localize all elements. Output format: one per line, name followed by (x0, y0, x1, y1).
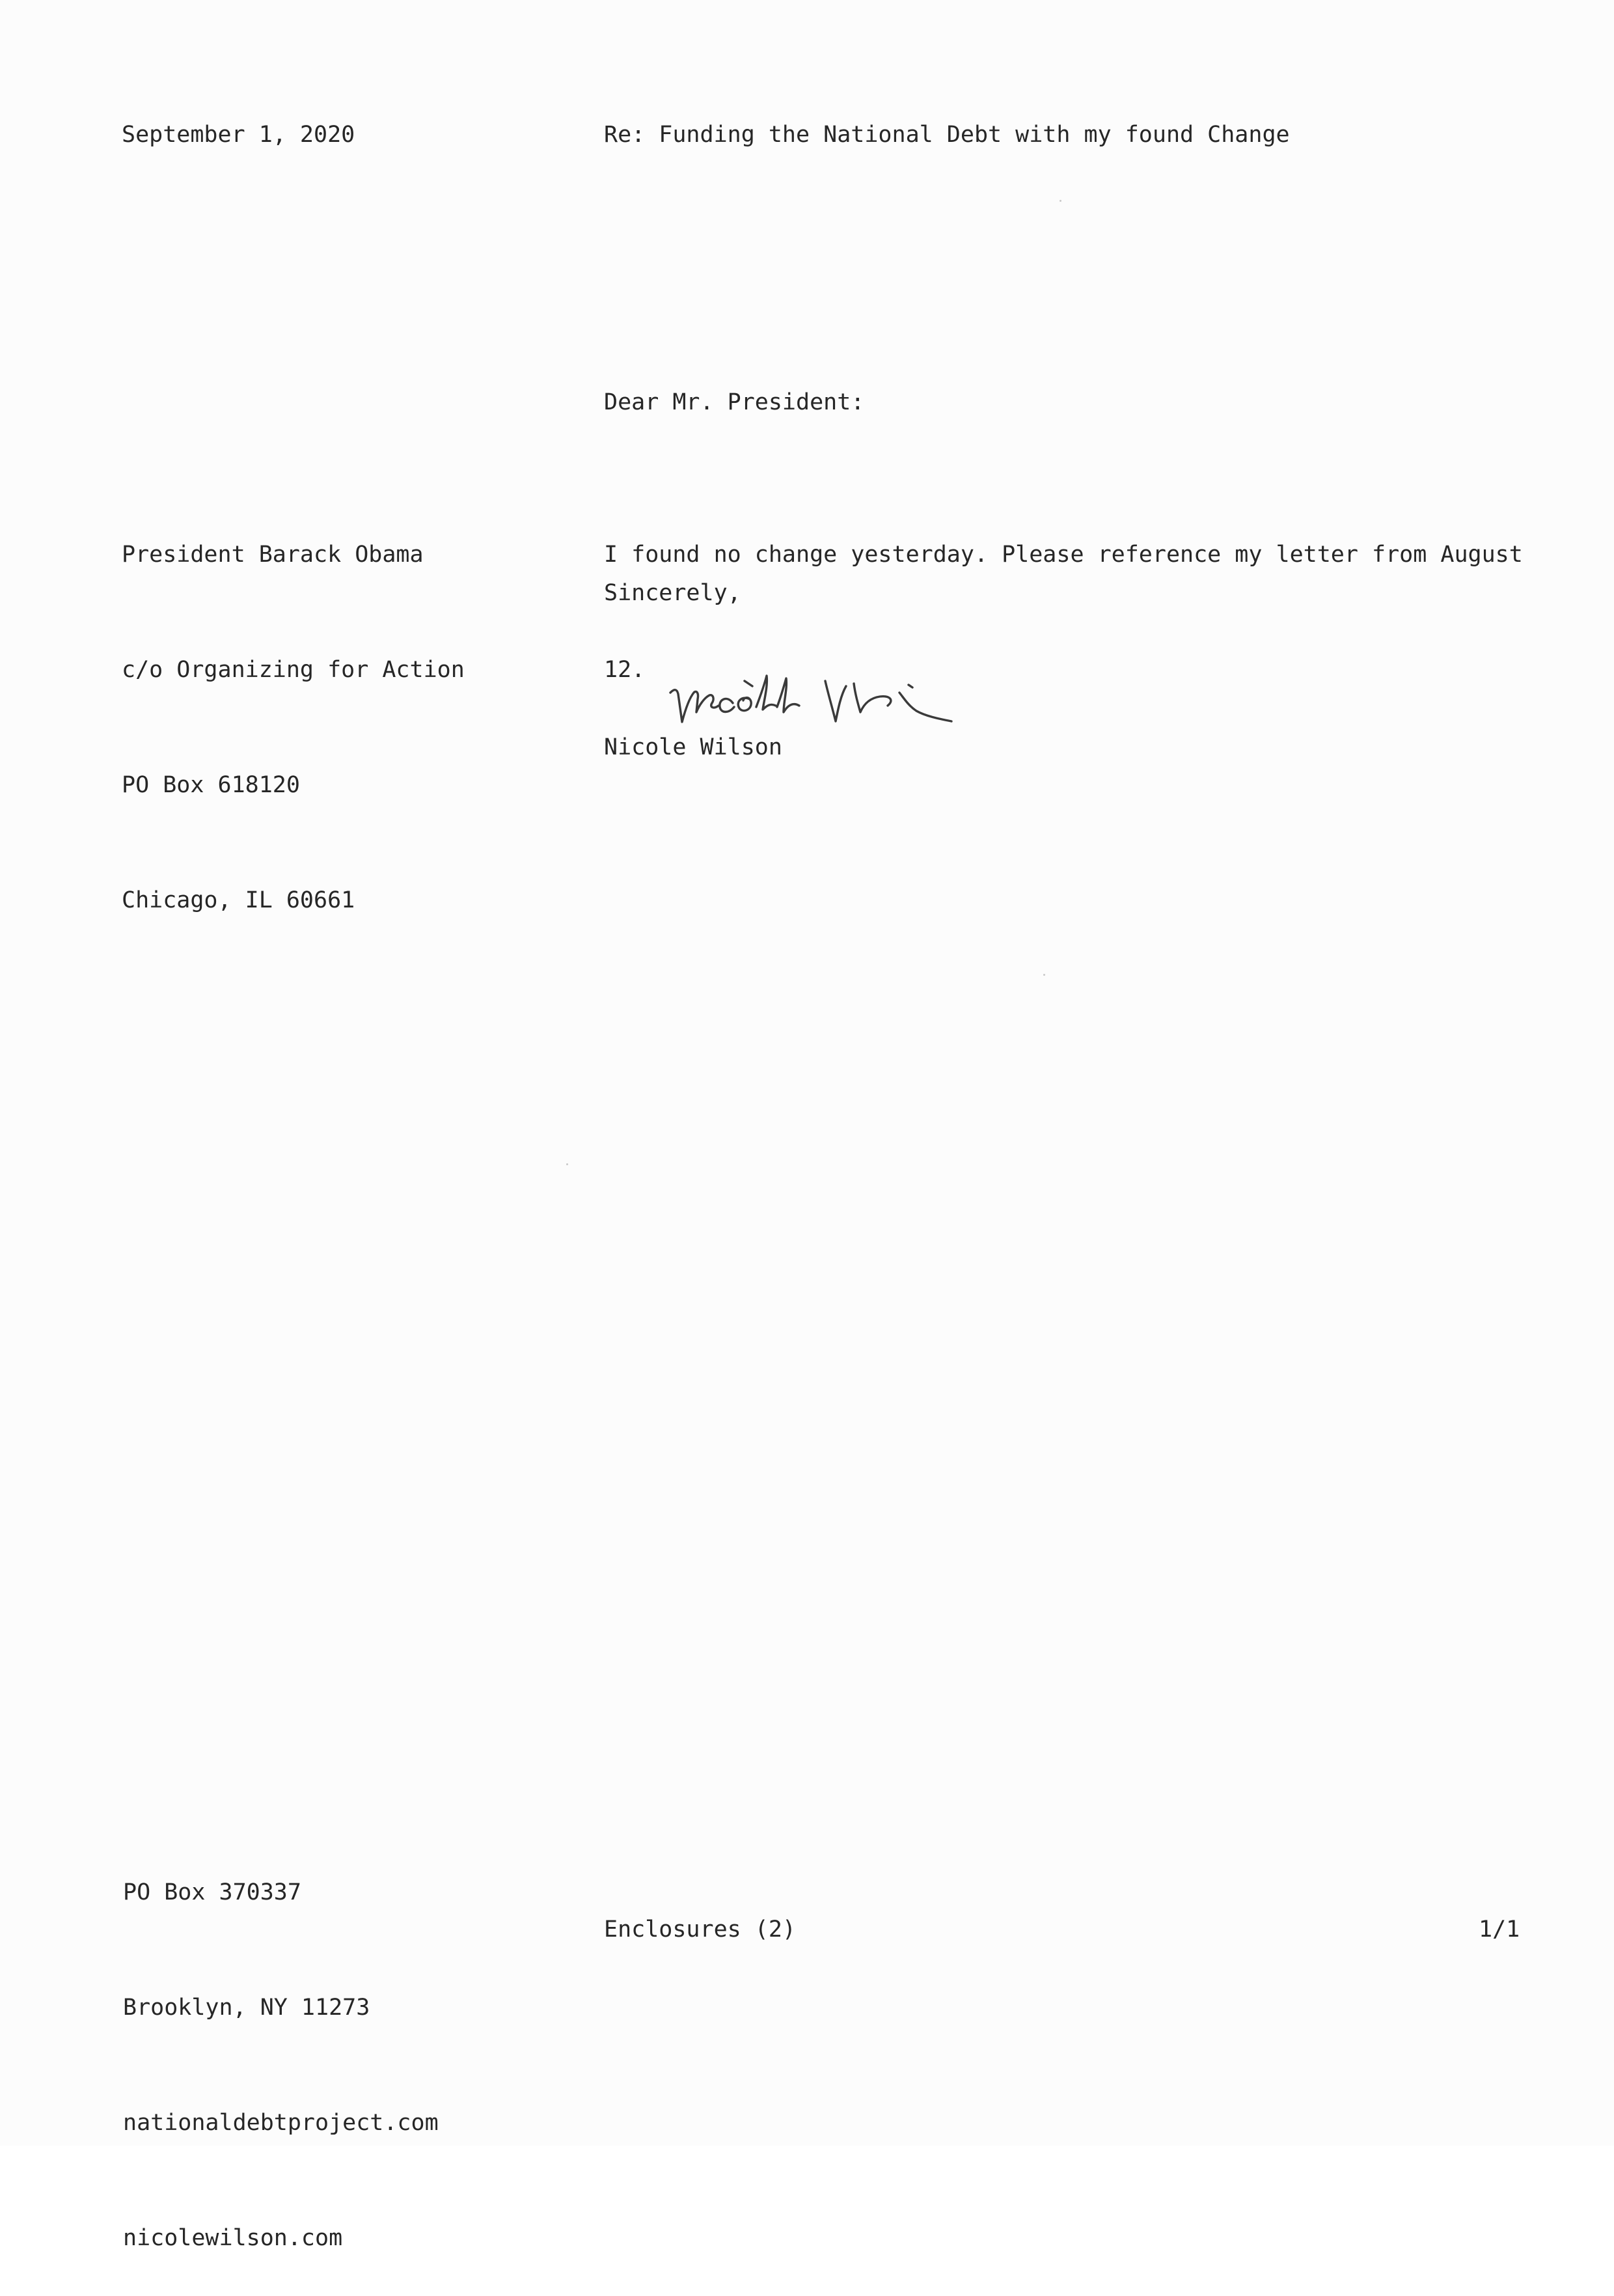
recipient-city-state-zip: Chicago, IL 60661 (122, 887, 355, 913)
sender-address (123, 1797, 439, 2296)
paper-speck (1043, 974, 1045, 976)
signer-name: Nicole Wilson (604, 734, 782, 760)
salutation: Dear Mr. President: (604, 389, 865, 415)
page-number: 1/1 (1479, 1916, 1520, 1943)
enclosures-note: Enclosures (2) (604, 1916, 797, 1943)
sender-website: nationaldebtproject.com (123, 2110, 439, 2136)
closing: Sincerely, (604, 580, 741, 606)
recipient-name: President Barack Obama (122, 542, 424, 568)
recipient-organization: c/o Organizing for Action (122, 657, 465, 683)
recipient-address (122, 459, 465, 958)
paper-speck (566, 1163, 568, 1165)
body-line: I found no change yesterday. Please reference my letter from August (604, 542, 1523, 568)
letter-date: September 1, 2020 (122, 122, 355, 148)
body-line: 12. (604, 657, 646, 683)
signature-drawing (665, 667, 964, 738)
recipient-po-box: PO Box 618120 (122, 772, 300, 798)
subject-line: Re: Funding the National Debt with my found Change (604, 122, 1290, 148)
paper-speck (1060, 200, 1061, 202)
sender-website: nicolewilson.com (123, 2225, 343, 2251)
sender-po-box: PO Box 370337 (123, 1879, 301, 1905)
handwritten-signature (638, 628, 937, 700)
sender-city-state-zip: Brooklyn, NY 11273 (123, 1995, 370, 2021)
